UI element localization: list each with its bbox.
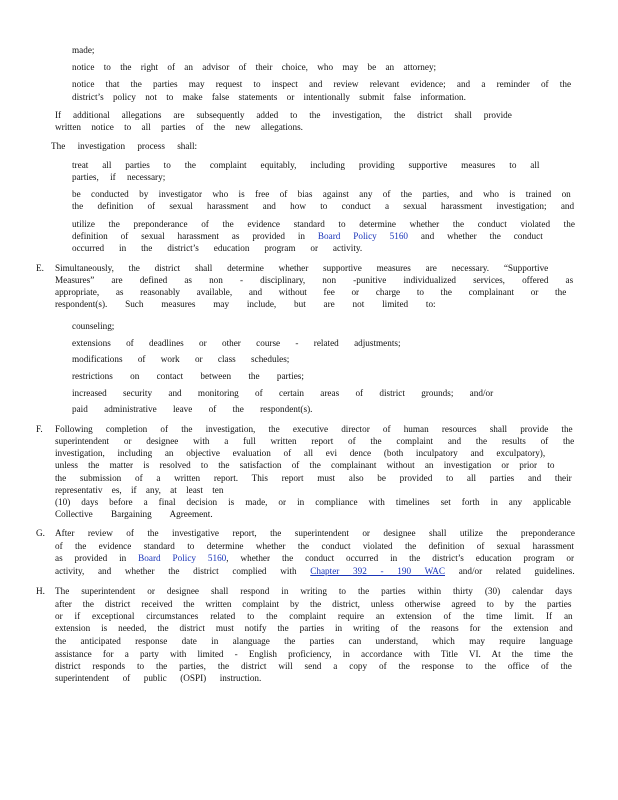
section-label: F. (36, 424, 43, 434)
text-line: Following completion of the investigation, the executive director of human resources shall provide the (55, 424, 573, 434)
list-item: paid administrative leave of the respondent(s). (72, 404, 313, 414)
list-item: extensions of deadlines or other course - related adjustments; (72, 338, 401, 348)
text-segment: activity, and whether the district complied with (55, 566, 311, 576)
text-line: Collective Bargaining Agreement. (55, 509, 213, 519)
text-line: representativ es, if any, at least ten (55, 485, 224, 495)
text-line: assistance for a party with limited - English proficiency, in accordance with Title VI. At the time the (55, 649, 573, 659)
text-segment: and/or related guidelines. (445, 566, 575, 576)
text-line: unless the matter is resolved to the satisfaction of the complainant without an investigation or prior to (55, 460, 555, 470)
text-line: the submission of a written report. This report must also be provided to all parties and their (55, 473, 572, 483)
text-line: treat all parties to the complaint equitably, including providing supportive measures to all (72, 160, 540, 170)
text-line: the definition of sexual harassment and how to conduct a sexual harassment investigation; and (72, 201, 575, 211)
text-segment: as provided in (55, 553, 139, 563)
text-line: be conducted by investigator who is free of bias against any of the parties, and who is trained on (72, 189, 571, 199)
text-line: made; (72, 45, 95, 55)
text-line (72, 230, 543, 243)
chapter-392-190-wac-link[interactable]: Chapter 392 - 190 WAC (310, 566, 445, 576)
text-line: After review of the investigative report, the superintendent or designee shall utilize the preponderance (55, 528, 575, 538)
text-line: district responds to the parties, the district will send a copy of the response to the office of the (55, 661, 572, 671)
text-line: extension is needed, the district must notify the parties in writing of the reasons for the extension and (55, 623, 573, 633)
section-label: G. (36, 528, 45, 538)
list-item: modifications of work or class schedules; (72, 354, 290, 364)
list-item: increased security and monitoring of certain areas of district grounds; and/or (72, 388, 494, 398)
text-line: The investigation process shall: (51, 141, 198, 151)
text-line: occurred in the district’s education program or activity. (72, 243, 363, 253)
text-line: respondent(s). Such measures may include, but are not limited to: (55, 299, 436, 309)
text-line: notice that the parties may request to inspect and review relevant evidence; and a reminder of the (72, 79, 572, 89)
text-line (55, 552, 574, 565)
text-segment: definition of sexual harassment as provided in (72, 231, 318, 241)
text-line: superintendent of public (OSPI) instruction. (55, 673, 262, 683)
text-line: If additional allegations are subsequently added to the investigation, the district shall provide (55, 110, 512, 120)
text-line: the anticipated response date in alanguage the parties can understand, which may require language (55, 636, 573, 646)
board-policy-5160-link[interactable]: Board Policy 5160 (317, 231, 409, 241)
text-line: after the district received the written complaint by the district, unless otherwise agreed to by the parties (55, 599, 572, 609)
text-line: superintendent or designee with a full written report of the complaint and the results of the (55, 436, 575, 446)
text-line: parties, if necessary; (72, 172, 166, 182)
text-line: district’s policy not to make false statements or intentionally submit false information. (72, 92, 466, 102)
text-segment: , whether the conduct occurred in the district’s education program or (226, 553, 575, 563)
text-line: Simultaneously, the district shall determine whether supportive measures are necessary. “Supportive (55, 263, 549, 273)
text-line: written notice to all parties of the new allegations. (55, 122, 303, 132)
list-item: restrictions on contact between the parties; (72, 371, 304, 381)
text-line: notice to the right of an advisor of their choice, who may be an attorney; (72, 62, 437, 72)
text-segment: and whether the conduct (408, 231, 543, 241)
text-line: utilize the preponderance of the evidence standard to determine whether the conduct violated the (72, 219, 575, 229)
text-line: or if exceptional circumstances related to the complaint require an extension of the time limit. If an (55, 611, 573, 621)
text-line: (10) days before a final decision is made, or in compliance with timelines set forth in any applicable (55, 497, 571, 507)
text-line: investigation, including an objective evaluation of all evi dence (both inculpatory and exculpatory), (55, 448, 546, 458)
text-line: Measures” are defined as non - disciplinary, non -punitive individualized services, offered as (55, 275, 574, 285)
text-line: appropriate, as reasonably available, and without fee or charge to the complainant or the (55, 287, 567, 297)
text-line: The superintendent or designee shall respond in writing to the parties within thirty (30) calendar days (55, 586, 573, 596)
text-line: of the evidence standard to determine whether the conduct violated the definition of sexual harassment (55, 541, 574, 551)
list-item: counseling; (72, 321, 115, 331)
section-label: H. (36, 586, 45, 596)
section-label: E. (36, 263, 44, 273)
board-policy-5160-link[interactable]: Board Policy 5160 (138, 553, 227, 563)
text-line (55, 565, 575, 578)
